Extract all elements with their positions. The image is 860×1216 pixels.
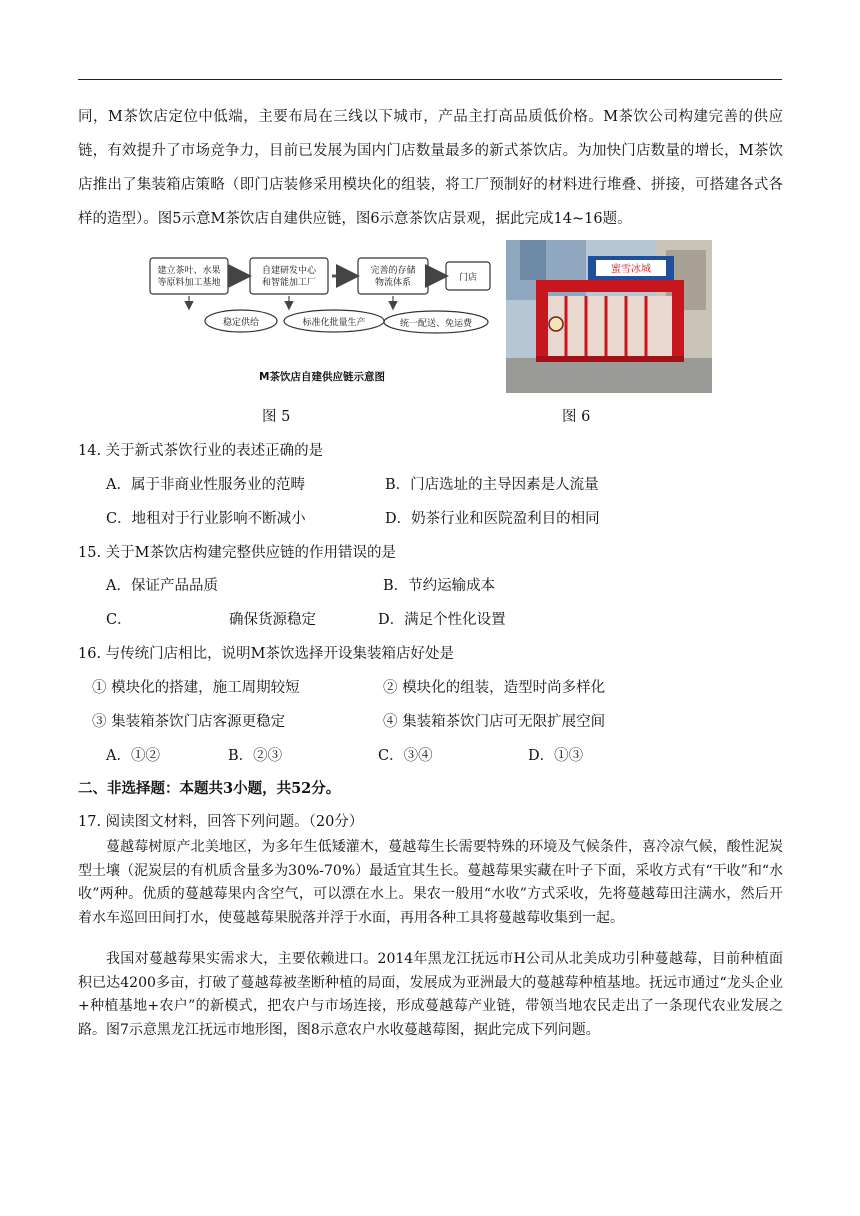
figure5-caption: 图 5 <box>262 409 291 425</box>
figure6-caption: 图 6 <box>562 409 591 425</box>
q15-option-d: D．满足个性化设置 <box>378 612 506 628</box>
container-store-photo <box>506 240 712 393</box>
box-raw-material-label-1: 建立茶叶、水果 <box>157 266 221 276</box>
q15-option-a: A．保证产品品质 <box>106 578 218 594</box>
q14-option-c: C．地租对于行业影响不断减小 <box>106 511 306 527</box>
box-rd-label-2: 和智能加工厂 <box>261 278 317 288</box>
box-storage-label-1: 完善的存储 <box>370 266 416 276</box>
header-rule <box>78 79 782 80</box>
q16-option-a: A．①② <box>106 748 160 764</box>
q16-stem: 16. 与传统门店相比，说明M茶饮选择开设集装箱店好处是 <box>78 646 455 662</box>
section2-heading: 二、非选择题：本题共3小题，共52分。 <box>78 780 341 797</box>
oval-standardized-label: 标准化批量生产 <box>302 318 366 328</box>
q15-stem: 15. 关于M茶饮店构建完整供应链的作用错误的是 <box>78 545 397 561</box>
oval-delivery-label: 统一配送、免运费 <box>399 319 473 329</box>
box-rd-label-1: 自建研发中心 <box>261 266 317 276</box>
q15-option-c-label: C． <box>106 612 132 628</box>
intro-paragraph: 同，M茶饮店定位中低端，主要布局在三线以下城市，产品主打高品质低价格。M茶饮公司构建完善的供应链，有效提升了市场竞争力，目前已发展为国内门店数量最多的新式茶饮店。为加快门店数量的增长，M茶饮店推出了集装箱店策略（即门店装修采用模块化的组装，将工厂预制好的材料进行堆叠、拼接，可搭建各式各样的造型）。图5示意M茶饮店自建供应链，图6示意茶饮店景观，据此完成14~16题。 <box>78 109 783 227</box>
box-raw-material-label-2: 等原料加工基地 <box>157 278 221 288</box>
box-store-label: 门店 <box>458 273 478 283</box>
q16-option-c: C．③④ <box>378 748 433 764</box>
supply-chain-diagram <box>146 246 498 390</box>
q16-option-b: B．②③ <box>228 748 283 764</box>
q16-statement-1: ① 模块化的搭建，施工周期较短 <box>92 680 300 696</box>
store-logo-icon <box>549 317 563 331</box>
q17-paragraph-1: 蔓越莓树原产北美地区，为多年生低矮灌木，蔓越莓生长需要特殊的环境及气候条件，喜冷凉气候，酸性泥炭型土壤（泥炭层的有机质含量多为30%-70%）最适宜其生长。蔓越莓果实藏在叶子下面，采收方式有“干收”和“水收”两种。优质的蔓越莓果内含空气，可以漂在水上。果农一般用“水收”方式采收，先将蔓越莓田注满水，然后开着水车巡回田间打水，使蔓越莓果脱落并浮于水面，再用各种工具将蔓越莓收集到一起。 <box>78 839 783 926</box>
q14-option-d: D．奶茶行业和医院盈利目的相同 <box>385 511 600 527</box>
box-raw-material-base <box>150 258 228 294</box>
q17-stem: 17. 阅读图文材料，回答下列问题。（20分） <box>78 814 364 830</box>
q16-statement-4: ④ 集装箱茶饮门店可无限扩展空间 <box>383 714 606 730</box>
q16-option-d: D．①③ <box>528 748 584 764</box>
q16-statement-3: ③ 集装箱茶饮门店客源更稳定 <box>92 714 286 730</box>
box-storage-label-2: 物流体系 <box>374 278 412 288</box>
diagram-title: M茶饮店自建供应链示意图 <box>259 371 385 383</box>
q14-option-b: B．门店选址的主导因素是人流量 <box>385 477 599 493</box>
q17-paragraph-2: 我国对蔓越莓果实需求大，主要依赖进口。2014年黑龙江抚远市H公司从北美成功引种蔓越莓，目前种植面积已达4200多亩，打破了蔓越莓被垄断种植的局面，发展成为亚洲最大的蔓越莓种植基地。抚远市通过“龙头企业+种植基地+农户”的新模式，把农户与市场连接，形成蔓越莓产业链，带领当地农民走出了一条现代农业发展之路。图7示意黑龙江抚远市地形图，图8示意农户水收蔓越莓图，据此完成下列问题。 <box>78 951 783 1038</box>
box-rd-factory <box>250 258 328 294</box>
q14-stem: 14. 关于新式茶饮行业的表述正确的是 <box>78 443 324 459</box>
q16-statement-2: ② 模块化的组装，造型时尚多样化 <box>383 680 606 696</box>
store-sign-text: 蜜雪冰城 <box>611 264 651 275</box>
q14-option-a: A．属于非商业性服务业的范畴 <box>106 477 305 493</box>
oval-stable-supply-label: 稳定供给 <box>222 318 260 328</box>
box-storage-logistics <box>358 258 428 294</box>
q15-option-b: B．节约运输成本 <box>383 578 496 594</box>
q15-option-c-text: 确保货源稳定 <box>229 612 316 628</box>
